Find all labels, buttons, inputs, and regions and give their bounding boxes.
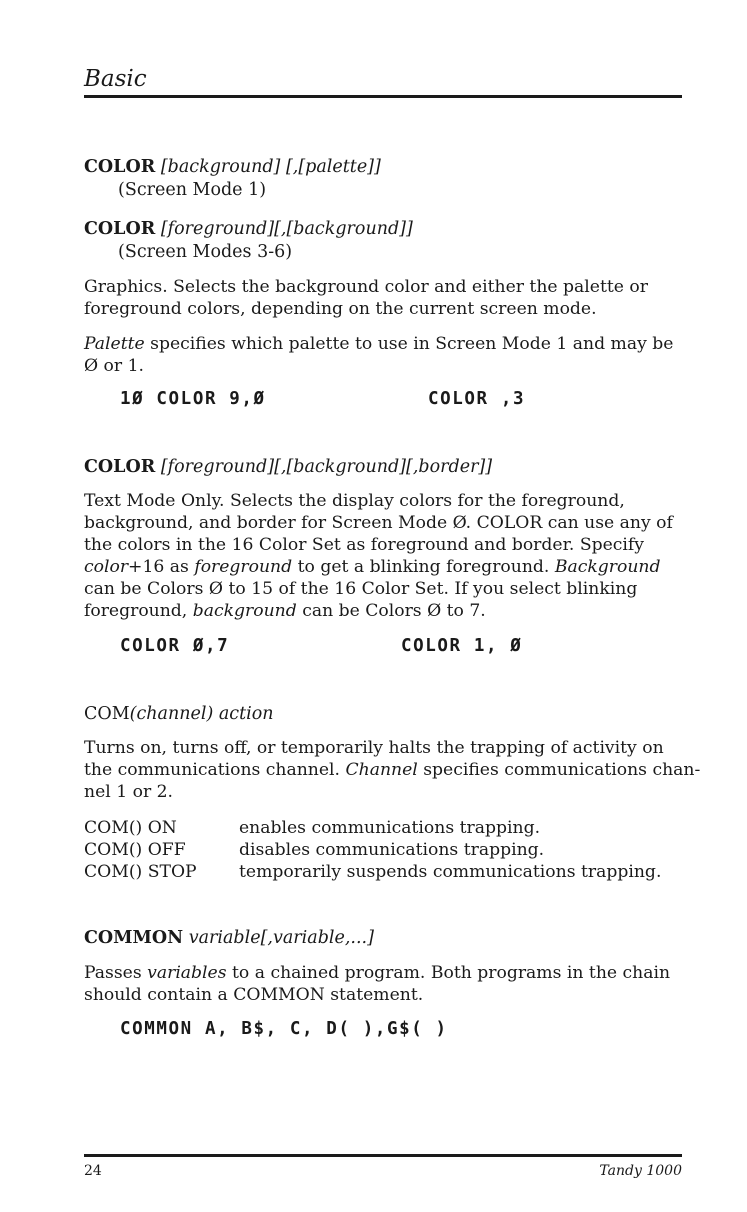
color-args-foreground-background-border: [foreground][,[background][,border]] [160,457,493,477]
paragraph-line [84,333,684,355]
paragraph-line: can be Colors Ø to 15 of the 16 Color Set. If you select blinking [84,579,638,599]
code-example: COLOR Ø,7 [120,636,230,656]
paragraph-line: Ø or 1. [84,356,144,376]
common-args: variable[,variable,...] [183,928,374,948]
paragraph-line: nel 1 or 2. [84,782,174,802]
paragraph-line: Turns on, turns off, or temporarily halts the trapping of activity on [84,738,664,758]
com-table-command: COM() ON [84,818,177,838]
page-header-title: Basic [84,66,147,92]
book-title: Tandy 1000 [599,1163,682,1179]
footer-rule [84,1154,682,1157]
paragraph-line [84,759,701,781]
color-keyword: COLOR [84,219,156,239]
color-keyword: COLOR [84,157,156,177]
color-syntax-screen-modes-3-6 [84,218,413,240]
com-table-description: enables communications trapping. [239,818,541,838]
term-channel: Channel [345,760,418,780]
color-graphics-description [84,276,684,320]
paragraph-line [84,600,684,622]
color-args-foreground-background: [foreground][,[background]] [160,219,413,239]
code-example: 1Ø COLOR 9,Ø [120,389,266,409]
term-background: Background [554,557,661,577]
term-color: color [84,557,129,577]
palette-term: Palette [84,334,145,354]
code-example: COMMON A, B$, C, D( ),G$( ) [120,1019,448,1039]
term-foreground: foreground [194,557,293,577]
paragraph-text: specifies communications chan- [417,760,701,780]
color-syntax-text-mode [84,456,492,478]
paragraph-text: to get a blinking foreground. [292,557,555,577]
com-description [84,737,701,803]
color-syntax-screen-mode-1 [84,156,381,178]
paragraph-line: Graphics. Selects the background color and either the palette or [84,277,648,297]
com-table-description: temporarily suspends communications trapping. [239,862,662,882]
paragraph-line [84,962,684,984]
com-keyword: COM [84,704,130,724]
paragraph-line: background, and border for Screen Mode Ø. COLOR can use any of [84,513,673,533]
text-mode-description [84,490,684,622]
com-table-description: disables communications trapping. [239,840,545,860]
code-example: COLOR 1, Ø [401,636,523,656]
paragraph-text: can be Colors Ø to 7. [296,601,486,621]
common-syntax [84,927,374,949]
paragraph-line: should contain a COMMON statement. [84,985,424,1005]
color-keyword: COLOR [84,457,156,477]
paragraph-text: Passes [84,963,148,983]
paragraph-line: Text Mode Only. Selects the display colors for the foreground, [84,491,625,511]
header-rule [84,95,682,98]
paragraph-text: specifies which palette to use in Screen Mode 1 and may be [144,334,674,354]
paragraph-text: the communications channel. [84,760,346,780]
common-keyword: COMMON [84,928,184,948]
term-variables: variables [147,963,227,983]
color-note-mode-1: (Screen Mode 1) [118,180,267,200]
paragraph-line: the colors in the 16 Color Set as foreground and border. Specify [84,535,644,555]
palette-description [84,333,684,377]
paragraph-line: foreground colors, depending on the current screen mode. [84,299,597,319]
code-example: COLOR ,3 [428,389,526,409]
color-note-modes-3-6: (Screen Modes 3-6) [118,242,293,262]
com-table-command: COM() OFF [84,840,186,860]
paragraph-text: foreground, [84,601,193,621]
paragraph-text: +16 as [128,557,195,577]
common-description [84,962,684,1006]
paragraph-line [84,556,684,578]
page-number: 24 [84,1163,102,1179]
color-args-palette: [,[palette]] [280,157,381,177]
color-args-background: [background] [160,157,281,177]
term-background: background [192,601,297,621]
com-args: (channel) action [129,704,274,724]
com-syntax [84,703,274,725]
paragraph-text: to a chained program. Both programs in the chain [226,963,671,983]
com-table-command: COM() STOP [84,862,197,882]
